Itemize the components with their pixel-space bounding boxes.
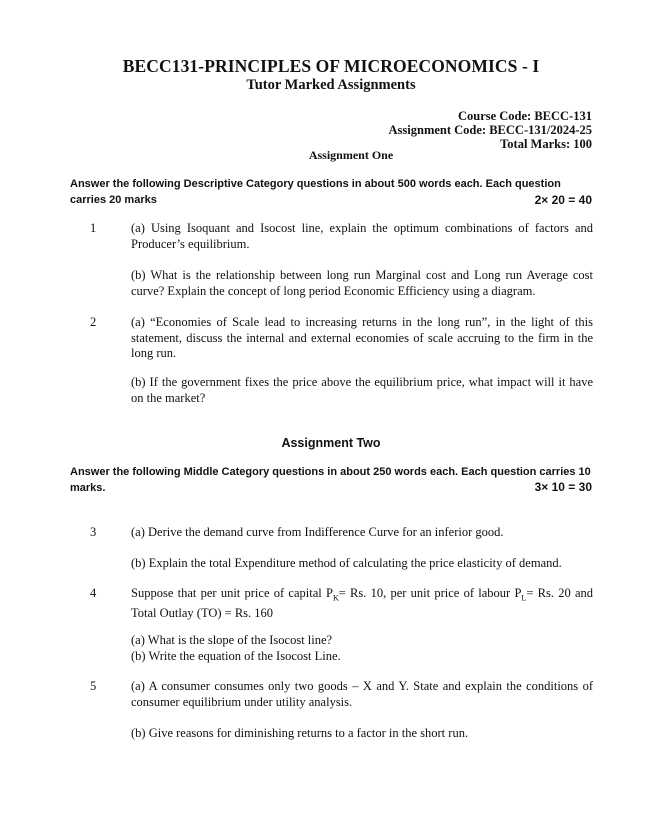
question-part: (b) If the government fixes the price above the equilibrium price, what impact will it have on the market? [131,375,593,405]
question-number: 3 [90,525,97,539]
assignment-two-instruction: Answer the following Middle Category questions in about 250 words each. Each question carries 10 marks. [70,466,591,494]
course-code: Course Code: BECC-131 [457,109,592,123]
question-part: (b) Give reasons for diminishing returns to a factor in the short run. [131,726,469,740]
assignment-two-heading: Assignment Two [281,436,381,450]
subscript-l: L [521,593,527,603]
question-part: (a) Derive the demand curve from Indifference Curve for an inferior good. [131,525,504,539]
intro-text: Suppose that per unit price of capital P [131,586,333,600]
question-part: (b) What is the relationship between long run Marginal cost and Long run Average cost curve? Explain the concept of long period Economic Efficiency using a diagram. [131,268,593,298]
question-number: 2 [90,315,97,329]
assignment-one-marks: 2× 20 = 40 [534,193,592,207]
question-part: (a) “Economies of Scale lead to increasing returns in the long run”, in the light of this statement, discuss the internal and external economies of scale accruing to the firm in the long run. [131,315,593,360]
assignment-code: Assignment Code: BECC-131/2024-25 [388,123,592,137]
document-subtitle: Tutor Marked Assignments [246,77,416,93]
intro-text: = Rs. 10, per unit price of labour P [338,586,522,600]
question-part: (b) Write the equation of the Isocost Line. [131,649,341,663]
question-intro [131,586,593,622]
total-marks: Total Marks: 100 [500,137,592,151]
question-part: (a) Using Isoquant and Isocost line, explain the optimum combinations of factors and Producer’s equilibrium. [131,221,593,251]
question-part: (a) What is the slope of the Isocost line? [131,633,333,647]
question-number: 1 [90,221,97,235]
question-number: 5 [90,679,97,693]
assignment-two-marks: 3× 10 = 30 [534,480,592,494]
question-part: (a) A consumer consumes only two goods – X and Y. State and explain the conditions of consumer equilibrium under utility analysis. [131,679,593,709]
question-number: 4 [90,586,97,600]
assignment-one-instruction: Answer the following Descriptive Category questions in about 500 words each. Each question carries 20 marks [70,178,561,206]
question-part: (b) Explain the total Expenditure method of calculating the price elasticity of demand. [131,556,562,570]
subscript-k: K [332,593,339,603]
document-title: BECC131-PRINCIPLES OF MICROECONOMICS - I [122,56,540,76]
assignment-one-heading: Assignment One [308,148,394,162]
intro-text: = Rs. 20 and Total Outlay (TO) = Rs. 160 [131,586,593,620]
